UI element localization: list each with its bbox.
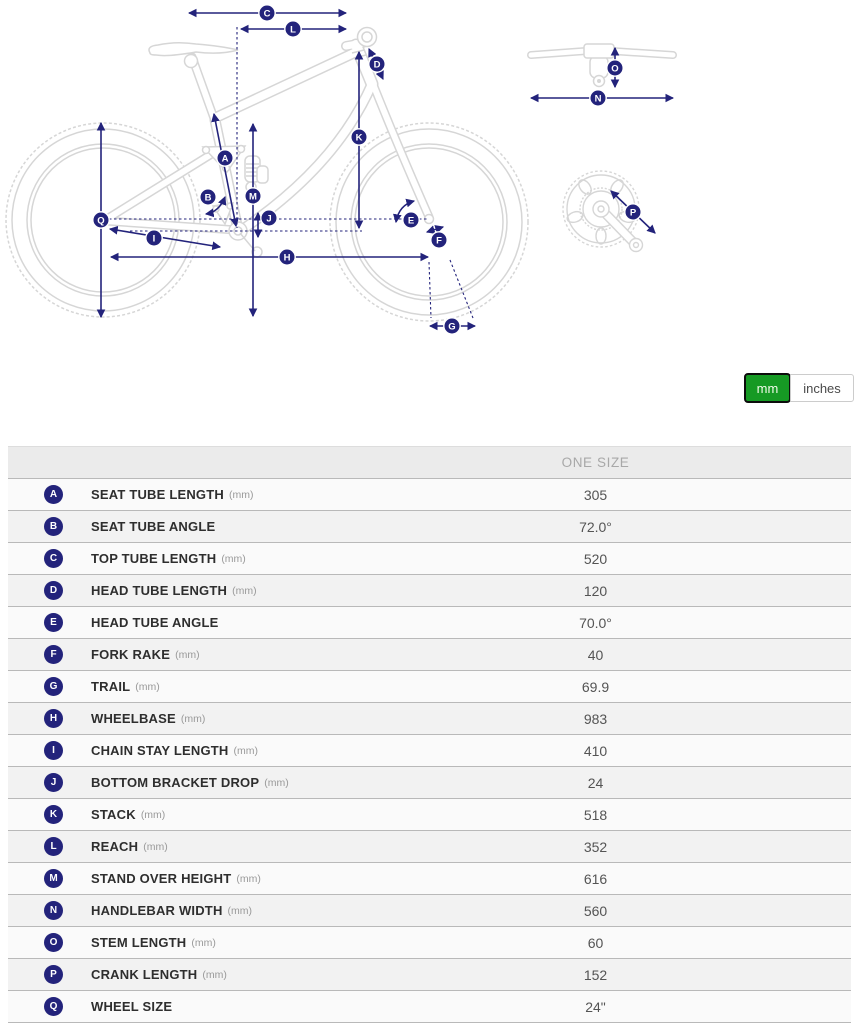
row-value: 983 bbox=[583, 710, 608, 727]
row-label: WHEELBASE bbox=[91, 711, 176, 726]
row-unit: (mm) bbox=[140, 808, 166, 821]
row-value: 72.0° bbox=[579, 518, 612, 535]
seat-clamp bbox=[185, 55, 198, 68]
svg-text:M: M bbox=[249, 191, 257, 203]
row-letter-badge: M bbox=[44, 869, 63, 888]
row-label: CRANK LENGTH bbox=[91, 967, 198, 982]
row-unit: (mm) bbox=[202, 968, 227, 981]
diagram-badge-b bbox=[200, 189, 216, 205]
row-letter-badge: H bbox=[44, 709, 63, 728]
row-value: 410 bbox=[583, 742, 608, 759]
row-unit: (mm) bbox=[143, 840, 168, 853]
row-value: 305 bbox=[583, 486, 608, 503]
diagram-badge-e bbox=[403, 212, 419, 228]
geometry-table-row bbox=[8, 671, 851, 703]
row-letter-badge: A bbox=[44, 485, 63, 504]
diagram-badge-f bbox=[431, 232, 447, 248]
row-letter-badge: I bbox=[44, 741, 63, 760]
row-label: FORK RAKE bbox=[91, 647, 171, 662]
construction-lines bbox=[104, 27, 473, 318]
row-unit: (mm) bbox=[264, 776, 289, 789]
row-letter-badge: B bbox=[44, 517, 63, 536]
geometry-table-body bbox=[8, 479, 851, 1022]
diagram-badge-o bbox=[607, 60, 623, 76]
row-value: 60 bbox=[587, 934, 604, 951]
row-unit: (mm) bbox=[232, 584, 257, 597]
geometry-table-row bbox=[8, 735, 851, 767]
row-value: 120 bbox=[583, 582, 608, 599]
row-unit: (mm) bbox=[135, 680, 160, 693]
row-value: 40 bbox=[587, 646, 604, 663]
geometry-table-row bbox=[8, 991, 851, 1022]
diagram-badge-l bbox=[285, 21, 301, 37]
geometry-table-row bbox=[8, 959, 851, 991]
svg-text:E: E bbox=[407, 215, 415, 227]
svg-text:K: K bbox=[355, 132, 363, 144]
diagram-badge-q bbox=[93, 212, 109, 228]
row-unit: (mm) bbox=[180, 712, 206, 725]
row-label: STACK bbox=[91, 807, 136, 822]
diagram-badge-c bbox=[259, 5, 275, 21]
row-letter-badge: K bbox=[44, 805, 63, 824]
row-label: TRAIL bbox=[91, 679, 131, 694]
row-label: SEAT TUBE LENGTH bbox=[91, 487, 224, 502]
row-label: BOTTOM BRACKET DROP bbox=[91, 775, 260, 790]
row-letter-badge: P bbox=[44, 965, 63, 984]
row-letter-badge: F bbox=[44, 645, 63, 664]
diagram-badge-n bbox=[590, 90, 606, 106]
geometry-table-row bbox=[8, 639, 851, 671]
svg-text:I: I bbox=[152, 233, 156, 245]
svg-text:G: G bbox=[448, 321, 456, 333]
svg-text:H: H bbox=[283, 252, 291, 264]
row-unit: (mm) bbox=[236, 872, 261, 885]
row-letter-badge: J bbox=[44, 773, 63, 792]
row-label: SEAT TUBE ANGLE bbox=[91, 519, 216, 534]
diagram-badge-d bbox=[369, 56, 385, 72]
diagram-badge-g bbox=[444, 318, 460, 334]
diagram-badge-m bbox=[245, 188, 261, 204]
svg-text:F: F bbox=[436, 235, 442, 247]
row-unit: (mm) bbox=[191, 936, 216, 949]
mm-toggle-button[interactable]: mm bbox=[744, 373, 791, 403]
row-unit: (mm) bbox=[233, 744, 259, 757]
geometry-table-row bbox=[8, 575, 851, 607]
row-unit: (mm) bbox=[228, 488, 254, 501]
row-value: 70.0° bbox=[579, 614, 612, 631]
diagram-badge-h bbox=[279, 249, 295, 265]
svg-text:L: L bbox=[290, 24, 296, 36]
row-letter-badge: N bbox=[44, 901, 63, 920]
row-value: 518 bbox=[583, 806, 608, 823]
diagram-badge-p bbox=[625, 204, 641, 220]
geometry-table-row bbox=[8, 543, 851, 575]
row-letter-badge: G bbox=[44, 677, 63, 696]
row-label: CHAIN STAY LENGTH bbox=[91, 743, 229, 758]
geometry-table-row bbox=[8, 895, 851, 927]
row-label: STAND OVER HEIGHT bbox=[91, 871, 232, 886]
svg-text:A: A bbox=[221, 153, 229, 165]
row-unit: (mm) bbox=[221, 552, 246, 565]
geometry-table bbox=[8, 446, 851, 1023]
svg-text:D: D bbox=[373, 59, 381, 71]
row-unit: (mm) bbox=[227, 904, 253, 917]
svg-text:B: B bbox=[204, 192, 212, 204]
svg-text:N: N bbox=[594, 93, 602, 105]
row-label: STEM LENGTH bbox=[91, 935, 187, 950]
row-letter-badge: L bbox=[44, 837, 63, 856]
row-letter-badge: C bbox=[44, 549, 63, 568]
row-label: HEAD TUBE ANGLE bbox=[91, 615, 219, 630]
row-value: 520 bbox=[583, 550, 608, 567]
row-value: 24" bbox=[585, 998, 606, 1015]
geometry-table-row bbox=[8, 607, 851, 639]
row-label: WHEEL SIZE bbox=[91, 999, 173, 1014]
trail-vertical-line bbox=[429, 262, 431, 318]
row-letter-badge: E bbox=[44, 613, 63, 632]
row-letter-badge: Q bbox=[44, 997, 63, 1016]
geometry-table-row bbox=[8, 799, 851, 831]
row-unit: (mm) bbox=[175, 648, 200, 661]
geometry-table-row bbox=[8, 831, 851, 863]
row-value: 616 bbox=[583, 870, 608, 887]
svg-text:C: C bbox=[263, 8, 271, 20]
size-column-header: ONE SIZE bbox=[561, 455, 630, 470]
svg-text:O: O bbox=[611, 63, 619, 75]
row-label: HEAD TUBE LENGTH bbox=[91, 583, 228, 598]
svg-text:Q: Q bbox=[97, 215, 105, 227]
unit-toggle bbox=[744, 373, 854, 403]
geometry-table-row bbox=[8, 863, 851, 895]
row-letter-badge: D bbox=[44, 581, 63, 600]
row-value: 152 bbox=[583, 966, 608, 983]
row-label: HANDLEBAR WIDTH bbox=[91, 903, 223, 918]
geometry-table-row bbox=[8, 479, 851, 511]
geometry-table-header bbox=[8, 446, 851, 479]
svg-text:J: J bbox=[266, 213, 272, 225]
diagram-badge-j bbox=[261, 210, 277, 226]
handlebar-diagram bbox=[531, 44, 673, 87]
row-label: REACH bbox=[91, 839, 139, 854]
row-value: 352 bbox=[583, 838, 608, 855]
geometry-table-row bbox=[8, 703, 851, 735]
svg-text:P: P bbox=[629, 207, 637, 219]
diagram-badge-i bbox=[146, 230, 162, 246]
row-letter-badge: O bbox=[44, 933, 63, 952]
diagram-badge-a bbox=[217, 150, 233, 166]
bike-geometry-diagram bbox=[0, 0, 859, 345]
geometry-table-row bbox=[8, 927, 851, 959]
diagram-badge-k bbox=[351, 129, 367, 145]
row-label: TOP TUBE LENGTH bbox=[91, 551, 217, 566]
row-value: 69.9 bbox=[581, 678, 610, 695]
row-value: 560 bbox=[583, 902, 608, 919]
geometry-table-row bbox=[8, 767, 851, 799]
inches-toggle-button[interactable]: inches bbox=[790, 374, 854, 402]
geometry-table-row bbox=[8, 511, 851, 543]
row-value: 24 bbox=[587, 774, 604, 791]
